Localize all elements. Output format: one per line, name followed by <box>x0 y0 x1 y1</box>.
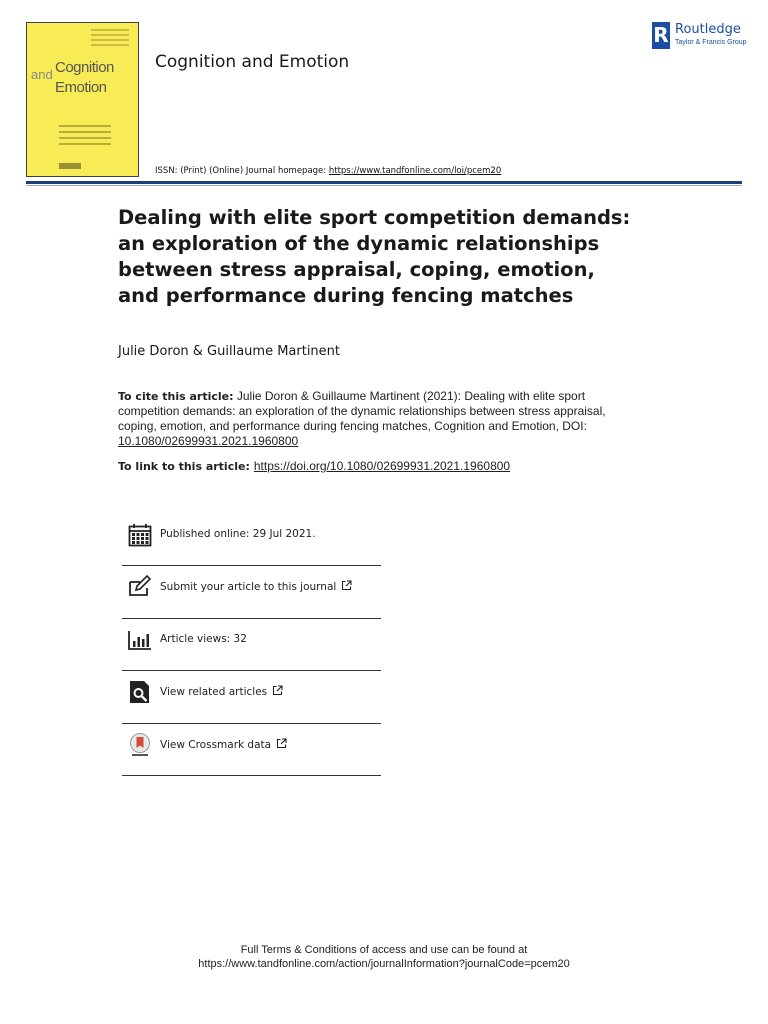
cover-title-line1: Cognition <box>55 59 114 76</box>
cover-publisher-logo <box>59 163 81 169</box>
submit-article-item[interactable] <box>122 566 381 619</box>
terms-text: Full Terms & Conditions of access and use can be found at <box>240 944 528 956</box>
journal-cover-image <box>26 22 139 177</box>
article-authors: Julie Doron & Guillaume Martinent <box>118 344 341 359</box>
routledge-logo-icon: R <box>653 23 669 47</box>
published-online-text: Published online: 29 Jul 2021. <box>160 528 316 540</box>
cover-text-line <box>59 131 111 133</box>
header-divider <box>26 181 742 184</box>
crossmark-item[interactable] <box>122 724 381 777</box>
related-articles-link[interactable] <box>160 685 283 698</box>
terms-footer <box>0 943 768 971</box>
external-link-icon <box>341 580 352 591</box>
citation-label: To cite this article: <box>118 390 234 403</box>
cover-title-and: and <box>31 67 53 82</box>
article-views-text: Article views: 32 <box>160 632 247 645</box>
submit-article-link[interactable] <box>160 580 352 593</box>
submit-article-label: Submit your article to this journal <box>160 581 337 593</box>
issn-line <box>155 166 501 176</box>
cover-text-line <box>91 39 129 41</box>
citation-doi-link[interactable]: 10.1080/02699931.2021.1960800 <box>118 434 299 448</box>
crossmark-icon <box>127 732 153 758</box>
cover-text-line <box>59 143 111 145</box>
published-online-item <box>122 514 381 566</box>
cover-title-line2: Emotion <box>55 79 107 96</box>
related-articles-label: View related articles <box>160 686 268 698</box>
publisher-group: Taylor & Francis Group <box>675 39 747 46</box>
citation-text: Julie Doron & Guillaume Martinent (2021): Dealing with elite sport competition demands: an exploration of the dynamic relationships between stress appraisal, coping, emotion, and performance during fencing matches, Cognition and Emotion, DOI: <box>118 389 606 433</box>
edit-icon <box>127 574 153 600</box>
issn-text: ISSN: (Print) (Online) Journal homepage: <box>155 166 329 176</box>
journal-homepage-link[interactable]: https://www.tandfonline.com/loi/pcem20 <box>328 166 502 176</box>
publisher-name: Routledge <box>675 22 741 37</box>
external-link-icon <box>272 685 283 696</box>
calendar-icon <box>127 522 153 548</box>
crossmark-label: View Crossmark data <box>160 738 272 751</box>
article-info-list <box>122 514 381 776</box>
bar-chart-icon <box>127 627 153 653</box>
article-link-line <box>118 459 510 473</box>
citation-block <box>118 389 618 449</box>
terms-url[interactable]: https://www.tandfonline.com/action/journalInformation?journalCode=pcem20 <box>198 958 570 970</box>
search-document-icon <box>127 679 153 705</box>
crossmark-link[interactable] <box>160 738 287 751</box>
related-articles-item[interactable] <box>122 671 381 724</box>
article-views-item <box>122 619 381 672</box>
cover-text-line <box>91 44 129 46</box>
article-doi-link[interactable]: https://doi.org/10.1080/02699931.2021.1960800 <box>253 459 511 473</box>
journal-title: Cognition and Emotion <box>155 52 350 72</box>
external-link-icon <box>276 738 287 749</box>
article-title: Dealing with elite sport competition demands: an exploration of the dynamic relationships between stress appraisal, coping, emotion, and performance during fencing matches <box>118 206 631 307</box>
article-link-label: To link to this article: <box>118 460 250 473</box>
cover-text-line <box>59 137 111 139</box>
header-divider-thin <box>26 185 742 186</box>
cover-text-line <box>91 34 129 36</box>
cover-text-line <box>59 125 111 127</box>
cover-text-line <box>91 29 129 31</box>
